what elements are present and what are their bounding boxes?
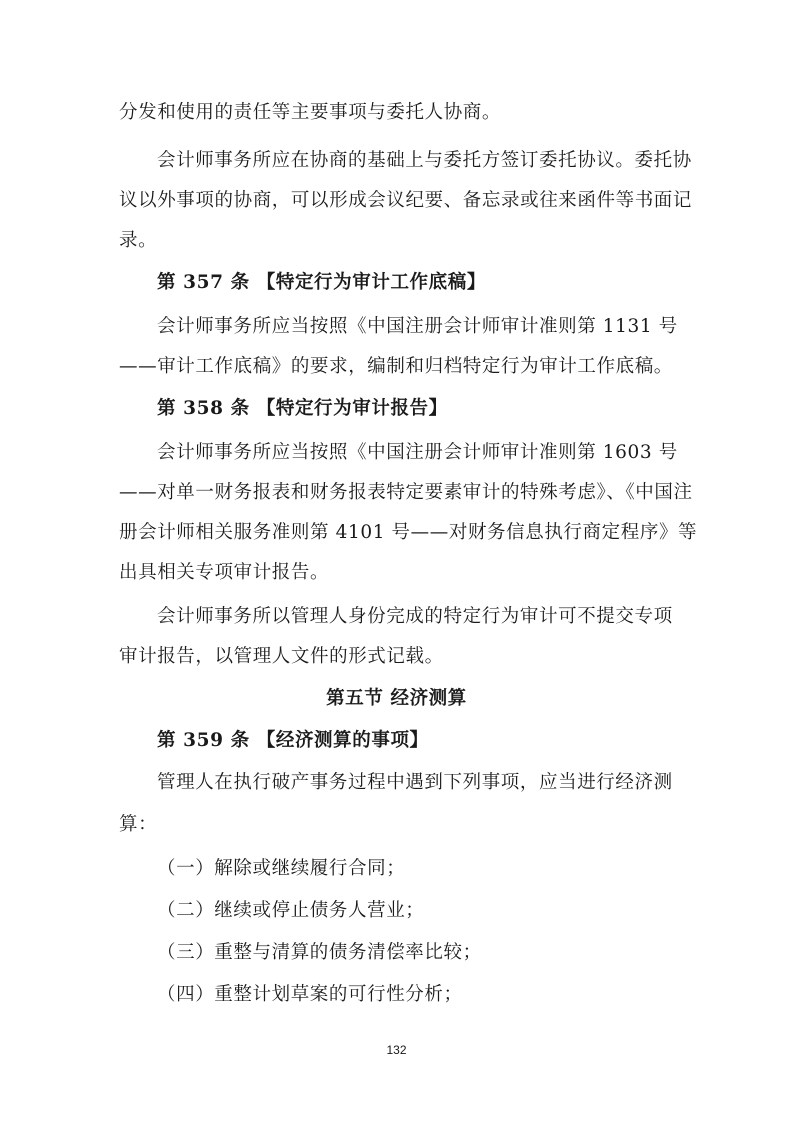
page-number: 132 — [386, 1043, 407, 1057]
paragraph-line: 会计师事务所应当按照《中国注册会计师审计准则第 1131 号 — [157, 316, 678, 337]
article-heading-358: 第 358 条 【特定行为审计报告】 — [157, 398, 448, 419]
list-item: （二）继续或停止债务人营业； — [157, 900, 425, 921]
paragraph-line: 审计报告，以管理人文件的形式记载。 — [119, 646, 444, 667]
paragraph-line: 录。 — [119, 230, 158, 251]
paragraph-line: 算： — [119, 814, 158, 835]
list-item: （一）解除或继续履行合同； — [157, 858, 406, 879]
paragraph-line: 出具相关专项审计报告。 — [119, 562, 330, 583]
paragraph-line: 会计师事务所应在协商的基础上与委托方签订委托协议。委托协 — [157, 150, 692, 171]
paragraph-line: 管理人在执行破产事务过程中遇到下列事项，应当进行经济测 — [157, 772, 673, 793]
article-heading-359: 第 359 条 【经济测算的事项】 — [157, 730, 429, 751]
section-heading: 第五节 经济测算 — [326, 688, 467, 709]
list-item: （四）重整计划草案的可行性分析； — [157, 984, 463, 1005]
paragraph-line: 分发和使用的责任等主要事项与委托人协商。 — [119, 102, 502, 123]
paragraph-line: 会计师事务所应当按照《中国注册会计师审计准则第 1603 号 — [157, 442, 678, 463]
article-heading-357: 第 357 条 【特定行为审计工作底稿】 — [157, 272, 486, 293]
paragraph-line: 会计师事务所以管理人身份完成的特定行为审计可不提交专项 — [157, 606, 673, 627]
paragraph-line: ——对单一财务报表和财务报表特定要素审计的特殊考虑》、《中国注 — [119, 482, 693, 503]
paragraph-line: 册会计师相关服务准则第 4101 号——对财务信息执行商定程序》等 — [119, 522, 698, 543]
paragraph-line: 议以外事项的协商，可以形成会议纪要、备忘录或往来函件等书面记 — [119, 190, 693, 211]
paragraph-line: ——审计工作底稿》的要求，编制和归档特定行为审计工作底稿。 — [119, 356, 673, 377]
list-item: （三）重整与清算的债务清偿率比较； — [157, 942, 482, 963]
